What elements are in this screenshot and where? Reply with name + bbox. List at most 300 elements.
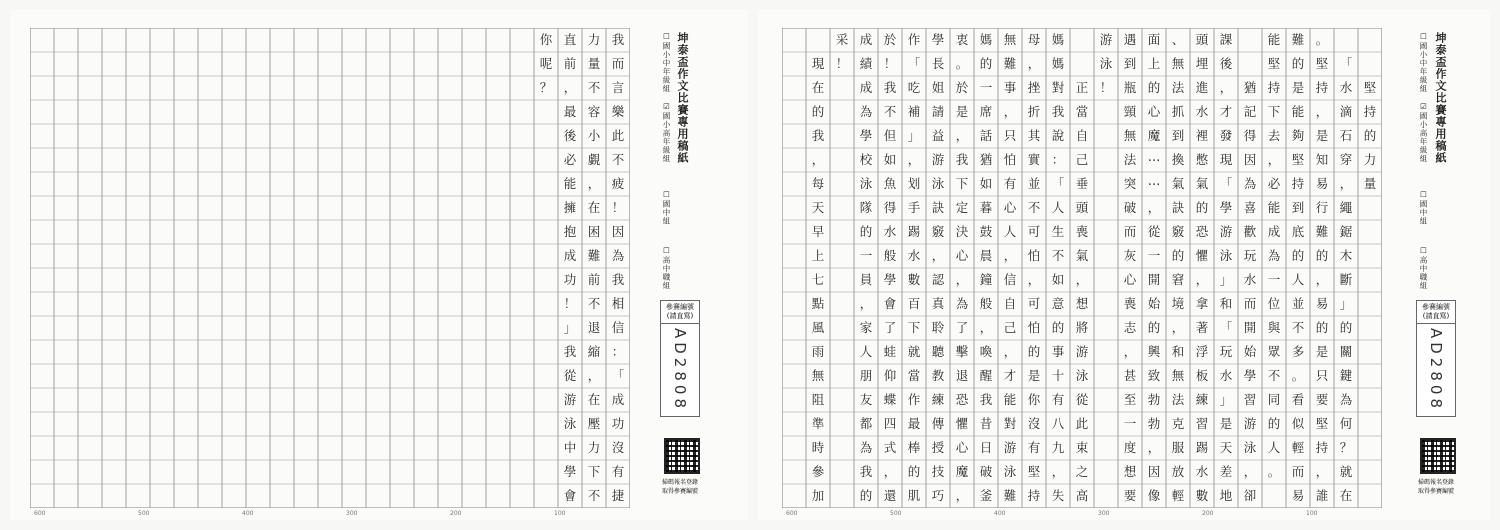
essay-char: 。 xyxy=(955,56,969,71)
essay-char: ， xyxy=(1339,176,1353,191)
essay-char: 媽 xyxy=(1051,32,1065,47)
essay-char: 每 xyxy=(811,176,825,191)
essay-char: 采 xyxy=(835,32,849,47)
essay-char: 堅 xyxy=(1027,464,1041,479)
essay-char: 意 xyxy=(1051,296,1065,311)
essay-char: ， xyxy=(1123,344,1137,359)
essay-char: 」 xyxy=(1219,392,1233,407)
essay-char: 喚 xyxy=(979,344,993,359)
essay-char: 划 xyxy=(907,176,921,191)
essay-char: 在 xyxy=(811,80,825,95)
essay-char: 易 xyxy=(1315,176,1329,191)
essay-char: 現 xyxy=(811,56,825,71)
essay-char: 準 xyxy=(811,416,825,431)
essay-char: 埋 xyxy=(1195,56,1209,71)
essay-char: 。 xyxy=(1315,32,1329,47)
essay-char: 游 xyxy=(1075,344,1089,359)
essay-char: 我 xyxy=(883,80,897,95)
essay-char: 到 xyxy=(1171,128,1185,143)
essay-char: 將 xyxy=(1075,320,1089,335)
left-grid xyxy=(30,28,630,508)
essay-char: 難 xyxy=(1291,32,1305,47)
essay-char: 員 xyxy=(859,272,873,287)
essay-char: 恐 xyxy=(1195,224,1209,239)
essay-char: 退 xyxy=(955,368,969,383)
essay-char: 去 xyxy=(1267,128,1281,143)
essay-char xyxy=(1238,28,1262,52)
essay-char: 而 xyxy=(611,56,625,71)
essay-char: 前 xyxy=(563,56,577,71)
essay-char: 水 xyxy=(1339,80,1353,95)
essay-char: 並 xyxy=(1291,296,1305,311)
essay-char: 從 xyxy=(563,368,577,383)
essay-char: 克 xyxy=(1171,416,1185,431)
essay-char: 就 xyxy=(1339,464,1353,479)
essay-char: ， xyxy=(1051,464,1065,479)
essay-char: 「 xyxy=(1219,320,1233,335)
essay-char: ， xyxy=(1315,104,1329,119)
essay-char: ， xyxy=(1075,272,1089,287)
essay-char: 泳 xyxy=(859,176,873,191)
essay-char: 不 xyxy=(1027,200,1041,215)
essay-char: 一 xyxy=(859,248,873,263)
essay-char: 像 xyxy=(1147,488,1161,503)
ruler-mark: 200 xyxy=(1202,510,1214,517)
essay-char: ⋯ xyxy=(1147,176,1161,191)
essay-char: 母 xyxy=(1027,32,1041,47)
essay-char: 頭 xyxy=(1075,200,1089,215)
essay-char: 不 xyxy=(587,296,601,311)
essay-char: 實 xyxy=(1027,152,1041,167)
essay-char: 頭 xyxy=(1195,32,1209,47)
essay-char: 信 xyxy=(611,320,625,335)
essay-char: 泳 xyxy=(563,416,577,431)
essay-char: 折 xyxy=(1027,104,1041,119)
essay-char: 挫 xyxy=(1027,80,1041,95)
essay-char: ？ xyxy=(539,80,553,95)
right-sheet xyxy=(758,10,1490,520)
essay-char: 技 xyxy=(931,464,945,479)
essay-char: 對 xyxy=(1051,80,1065,95)
essay-char: 度 xyxy=(1123,440,1137,455)
essay-char: 為 xyxy=(955,296,969,311)
essay-char: 仰 xyxy=(883,368,897,383)
essay-char: 於 xyxy=(955,80,969,95)
essay-char: 下 xyxy=(955,176,969,191)
essay-char: 教 xyxy=(931,368,945,383)
essay-char: 的 xyxy=(979,56,993,71)
essay-char: 鼓 xyxy=(979,224,993,239)
essay-char: ， xyxy=(1315,464,1329,479)
essay-char: 隊 xyxy=(859,200,873,215)
essay-char: 九 xyxy=(1051,440,1065,455)
essay-char: 作 xyxy=(907,32,921,47)
essay-char xyxy=(1358,28,1382,52)
essay-char: 游 xyxy=(1243,416,1257,431)
essay-char: 開 xyxy=(1147,272,1161,287)
essay-char: ？ xyxy=(1339,440,1353,455)
essay-char: 泳 xyxy=(1099,56,1113,71)
essay-char: 自 xyxy=(1003,296,1017,311)
essay-char: 水 xyxy=(1219,368,1233,383)
essay-char: 的 xyxy=(1363,128,1377,143)
essay-char: 破 xyxy=(1123,200,1137,215)
essay-char: 生 xyxy=(1051,224,1065,239)
category-option[interactable]: ☐國小中年級組 xyxy=(662,32,671,93)
essay-char: 晨 xyxy=(979,248,993,263)
essay-char: 窘 xyxy=(1171,272,1185,287)
entry-number-label-right: 參賽編號 (請直寫) xyxy=(1417,301,1455,324)
essay-char: 中 xyxy=(563,440,577,455)
essay-char: 繩 xyxy=(1339,200,1353,215)
essay-char: 早 xyxy=(811,224,825,239)
essay-char: 。 xyxy=(1267,464,1281,479)
essay-char: 樂 xyxy=(611,104,625,119)
essay-char: 的 xyxy=(1339,320,1353,335)
essay-char: 能 xyxy=(1267,200,1281,215)
essay-char: 木 xyxy=(1339,248,1353,263)
essay-char: 心 xyxy=(1003,200,1017,215)
essay-char: 後 xyxy=(563,128,577,143)
essay-char: 無 xyxy=(1003,32,1017,47)
category-option[interactable]: ☑國小高年級組 xyxy=(662,102,671,163)
essay-char: 放 xyxy=(1171,464,1185,479)
essay-char: 聽 xyxy=(931,344,945,359)
essay-char: 成 xyxy=(563,248,577,263)
category-option[interactable]: ☐國中組 xyxy=(1419,190,1428,226)
essay-char: 泳 xyxy=(1219,248,1233,263)
essay-char: 現 xyxy=(1219,152,1233,167)
essay-char: 看 xyxy=(1291,392,1305,407)
essay-char: 突 xyxy=(1123,176,1137,191)
essay-char: 的 xyxy=(1147,80,1161,95)
essay-char: 猶 xyxy=(1243,80,1257,95)
essay-char: 八 xyxy=(1051,416,1065,431)
essay-char: 不 xyxy=(883,104,897,119)
essay-char: 遇 xyxy=(1123,32,1137,47)
essay-char: 話 xyxy=(979,128,993,143)
essay-char: 沒 xyxy=(611,440,625,455)
essay-char: 能 xyxy=(1003,392,1017,407)
essay-char: 無 xyxy=(1171,368,1185,383)
essay-char: 游 xyxy=(1099,32,1113,47)
essay-char: 記 xyxy=(1243,104,1257,119)
essay-char: 必 xyxy=(563,152,577,167)
essay-char: 關 xyxy=(1339,344,1353,359)
essay-char: 可 xyxy=(1027,296,1041,311)
essay-char: 要 xyxy=(1315,392,1329,407)
essay-char: 醒 xyxy=(979,368,993,383)
entry-number-box xyxy=(660,300,700,417)
essay-char: 一 xyxy=(1123,416,1137,431)
essay-char: 勃 xyxy=(1147,392,1161,407)
essay-char: ！ xyxy=(1099,80,1113,95)
essay-char: 難 xyxy=(587,248,601,263)
essay-char: 了 xyxy=(883,320,897,335)
essay-char: 捷 xyxy=(611,488,625,503)
essay-char: 姐 xyxy=(931,80,945,95)
essay-char: 是 xyxy=(1315,128,1329,143)
essay-char: 從 xyxy=(1075,392,1089,407)
qr-caption: 掃碼報名登錄 取得參賽編號 xyxy=(661,479,698,495)
essay-char: 鋸 xyxy=(1339,224,1353,239)
essay-char: 「 xyxy=(907,56,921,71)
essay-char: ！ xyxy=(563,296,577,311)
essay-char: 為 xyxy=(1243,176,1257,191)
essay-char: 只 xyxy=(1003,128,1017,143)
essay-char: 多 xyxy=(1291,344,1305,359)
essay-char: 釜 xyxy=(979,488,993,503)
essay-char: 束 xyxy=(1075,440,1089,455)
essay-char: 巧 xyxy=(931,488,945,503)
essay-char: 輕 xyxy=(1171,488,1185,503)
essay-char: 學 xyxy=(1219,200,1233,215)
essay-char: 當 xyxy=(1075,104,1089,119)
essay-char: 到 xyxy=(1123,56,1137,71)
essay-char: 氣 xyxy=(1195,176,1209,191)
essay-char: 一 xyxy=(979,80,993,95)
essay-char: 浮 xyxy=(1195,344,1209,359)
entry-number-code: AD2808 xyxy=(671,328,689,412)
essay-char: 破 xyxy=(979,464,993,479)
essay-char: 力 xyxy=(1363,152,1377,167)
ruler-mark: 100 xyxy=(1306,510,1318,517)
essay-char: 踢 xyxy=(907,224,921,239)
essay-char: 頸 xyxy=(1123,104,1137,119)
essay-char: 的 xyxy=(1315,248,1329,263)
essay-char: 想 xyxy=(1123,464,1137,479)
essay-char: 並 xyxy=(1027,176,1041,191)
essay-char: 的 xyxy=(1171,248,1185,263)
essay-char: 力 xyxy=(587,440,601,455)
essay-char: 從 xyxy=(1147,224,1161,239)
essay-char: 對 xyxy=(1003,416,1017,431)
essay-char: ， xyxy=(907,152,921,167)
essay-char xyxy=(1358,52,1382,76)
essay-char: 人 xyxy=(1003,224,1017,239)
essay-char: 得 xyxy=(883,200,897,215)
essay-char: 是 xyxy=(955,104,969,119)
essay-char: 無 xyxy=(1123,128,1137,143)
essay-char: 心 xyxy=(1123,272,1137,287)
essay-char: 卻 xyxy=(1243,488,1257,503)
essay-char: 不 xyxy=(587,80,601,95)
essay-char: 但 xyxy=(883,128,897,143)
essay-char: 竅 xyxy=(931,224,945,239)
essay-char: 輕 xyxy=(1291,440,1305,455)
essay-char: 訣 xyxy=(931,200,945,215)
qr-caption-right: 掃碼報名登錄 取得參賽編號 xyxy=(1417,479,1454,495)
essay-char: 壓 xyxy=(587,416,601,431)
essay-char: 後 xyxy=(1219,56,1233,71)
essay-char: 都 xyxy=(859,416,873,431)
essay-char: 氣 xyxy=(1075,248,1089,263)
essay-char: 小 xyxy=(587,128,601,143)
essay-char: 水 xyxy=(1195,464,1209,479)
essay-char: ！ xyxy=(883,56,897,71)
essay-char: 石 xyxy=(1339,128,1353,143)
essay-char: 、 xyxy=(1171,32,1185,47)
essay-char: 而 xyxy=(1291,464,1305,479)
essay-char: 參 xyxy=(811,464,825,479)
essay-char: ， xyxy=(1315,272,1329,287)
essay-char: 斷 xyxy=(1339,272,1353,287)
entry-number-code-right: AD2808 xyxy=(1427,328,1445,412)
ruler-mark: 300 xyxy=(1098,510,1110,517)
category-option[interactable]: ☐國小中年級組 xyxy=(1419,32,1428,93)
essay-char: 」 xyxy=(1339,296,1353,311)
essay-char: 持 xyxy=(1363,104,1377,119)
essay-char: 裡 xyxy=(1195,128,1209,143)
essay-char: 習 xyxy=(1243,392,1257,407)
essay-char: 此 xyxy=(1075,416,1089,431)
essay-char: 練 xyxy=(1195,392,1209,407)
essay-char: 相 xyxy=(611,296,625,311)
essay-char: 席 xyxy=(979,104,993,119)
essay-char: 恐 xyxy=(955,392,969,407)
essay-char: 定 xyxy=(955,200,969,215)
essay-char: 怕 xyxy=(1027,248,1041,263)
essay-char: 要 xyxy=(1123,488,1137,503)
essay-column xyxy=(1094,28,1118,508)
essay-char: 高 xyxy=(1075,488,1089,503)
essay-char: 天 xyxy=(811,200,825,215)
essay-char: ： xyxy=(1051,152,1065,167)
essay-char: 會 xyxy=(883,296,897,311)
essay-char: ， xyxy=(1027,272,1041,287)
essay-char: ， xyxy=(1267,152,1281,167)
essay-char: 學 xyxy=(563,464,577,479)
essay-char: 懼 xyxy=(955,416,969,431)
essay-char: 補 xyxy=(907,104,921,119)
category-option[interactable]: ☐高中職組 xyxy=(662,246,671,290)
essay-char: 你 xyxy=(1027,392,1041,407)
essay-char: 水 xyxy=(907,248,921,263)
essay-char: 的 xyxy=(1267,416,1281,431)
essay-char: 一 xyxy=(1147,248,1161,263)
essay-char: 堅 xyxy=(1315,416,1329,431)
essay-char: 的 xyxy=(859,488,873,503)
essay-char: 你 xyxy=(539,32,553,47)
essay-char: 面 xyxy=(1147,32,1161,47)
essay-char: 心 xyxy=(955,440,969,455)
essay-char: 瓶 xyxy=(1123,80,1137,95)
essay-char xyxy=(1334,28,1358,52)
essay-char: ， xyxy=(587,368,601,383)
essay-char: 人 xyxy=(1051,200,1065,215)
essay-char: 上 xyxy=(1147,56,1161,71)
essay-char: 我 xyxy=(563,344,577,359)
essay-char: 是 xyxy=(1027,368,1041,383)
essay-char: 法 xyxy=(1123,152,1137,167)
essay-char: 底 xyxy=(1291,224,1305,239)
essay-char: ⋯ xyxy=(1147,152,1161,167)
essay-char: 只 xyxy=(1315,368,1329,383)
essay-char: 我 xyxy=(611,272,625,287)
essay-char: 下 xyxy=(1267,104,1281,119)
essay-char: 說 xyxy=(1051,128,1065,143)
essay-char: 般 xyxy=(979,296,993,311)
essay-char: 為 xyxy=(1267,248,1281,263)
essay-char: 擁 xyxy=(563,200,577,215)
essay-char: 勃 xyxy=(1147,416,1161,431)
qr-code-right xyxy=(1420,438,1456,474)
essay-char: 成 xyxy=(1267,224,1281,239)
essay-char: 鐘 xyxy=(979,272,993,287)
essay-char: 志 xyxy=(1123,320,1137,335)
essay-char: 喪 xyxy=(1123,296,1137,311)
essay-char: 棒 xyxy=(907,440,921,455)
essay-char: 作 xyxy=(907,392,921,407)
essay-char xyxy=(1070,52,1094,76)
category-option[interactable]: ☐高中職組 xyxy=(1419,246,1428,290)
essay-char: 與 xyxy=(1267,320,1281,335)
essay-char: 當 xyxy=(907,368,921,383)
essay-char: 呢 xyxy=(539,56,553,71)
essay-char: ， xyxy=(955,128,969,143)
essay-char xyxy=(1070,28,1094,52)
essay-char: 必 xyxy=(1267,176,1281,191)
essay-char: 拿 xyxy=(1195,296,1209,311)
entry-number-box-right xyxy=(1416,300,1456,417)
essay-char: 為 xyxy=(611,248,625,263)
essay-char: 還 xyxy=(883,488,897,503)
essay-char: 認 xyxy=(931,272,945,287)
essay-char: 玩 xyxy=(1219,344,1233,359)
essay-char: 學 xyxy=(931,32,945,47)
essay-char: 此 xyxy=(611,128,625,143)
essay-char: 喜 xyxy=(1243,200,1257,215)
essay-char: 授 xyxy=(931,440,945,455)
essay-char: 而 xyxy=(1243,296,1257,311)
ruler-mark: 400 xyxy=(242,510,254,517)
essay-char: 泳 xyxy=(931,176,945,191)
essay-char: 了 xyxy=(955,320,969,335)
essay-char: 同 xyxy=(1267,392,1281,407)
essay-char: ， xyxy=(1003,344,1017,359)
essay-char: 誰 xyxy=(1315,488,1329,503)
essay-char: 」 xyxy=(1219,272,1233,287)
essay-char: 地 xyxy=(1219,488,1233,503)
essay-char: ， xyxy=(811,152,825,167)
essay-char: 怕 xyxy=(1003,152,1017,167)
essay-char: 至 xyxy=(1123,392,1137,407)
essay-char: 我 xyxy=(859,464,873,479)
essay-char: 穿 xyxy=(1339,152,1353,167)
essay-char: 泳 xyxy=(1243,440,1257,455)
essay-char: 困 xyxy=(587,224,601,239)
essay-char: 法 xyxy=(1171,392,1185,407)
essay-char: 如 xyxy=(979,176,993,191)
category-option[interactable]: ☑國小高年級組 xyxy=(1419,102,1428,163)
essay-char: 無 xyxy=(811,368,825,383)
essay-char: 不 xyxy=(587,488,601,503)
essay-char: 猶 xyxy=(979,152,993,167)
ruler-mark: 500 xyxy=(138,510,150,517)
essay-char: ， xyxy=(1219,80,1233,95)
essay-char: 校 xyxy=(859,152,873,167)
essay-char: ， xyxy=(1003,248,1017,263)
ruler-mark: 600 xyxy=(786,510,798,517)
essay-char: 如 xyxy=(883,152,897,167)
essay-char: 堅 xyxy=(1267,56,1281,71)
essay-char: 昔 xyxy=(979,416,993,431)
essay-char: 游 xyxy=(1003,440,1017,455)
left-sheet xyxy=(10,10,748,520)
essay-char: 行 xyxy=(1315,200,1329,215)
essay-char: ， xyxy=(931,248,945,263)
category-option[interactable]: ☐國中組 xyxy=(662,190,671,226)
